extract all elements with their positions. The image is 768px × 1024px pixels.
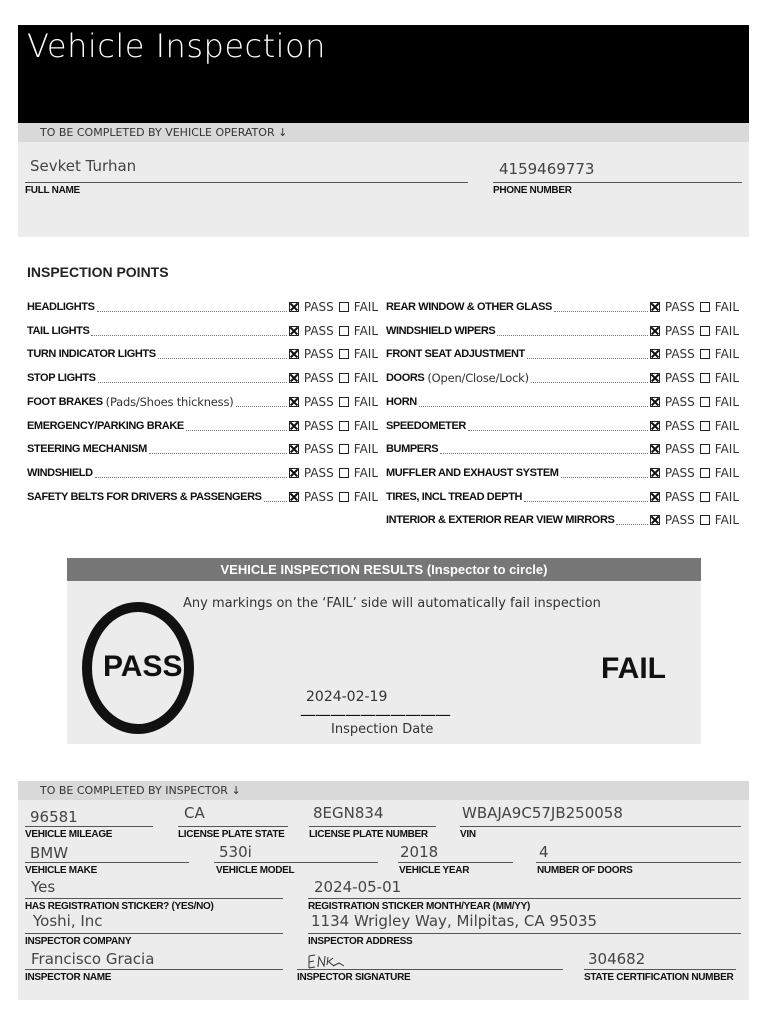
inspection-point-name: TAIL LIGHTS <box>27 325 90 337</box>
pass-fail-group <box>289 347 378 361</box>
inspection-point-row <box>386 464 739 482</box>
fail-checkbox[interactable] <box>339 421 349 431</box>
mileage-value[interactable]: 96581 <box>30 808 78 826</box>
pass-checkbox[interactable] <box>289 326 299 336</box>
inspection-points-title: INSPECTION POINTS <box>27 264 169 280</box>
leader-dots <box>419 406 648 407</box>
pass-label: PASS <box>303 442 334 456</box>
pass-checkbox[interactable] <box>650 468 660 478</box>
pass-fail-group <box>289 395 378 409</box>
inspection-date-label: Inspection Date <box>331 722 434 737</box>
fail-label: FAIL <box>353 300 378 314</box>
address-label: INSPECTOR ADDRESS <box>308 936 413 947</box>
vin-label: VIN <box>460 829 476 840</box>
fail-checkbox[interactable] <box>700 444 710 454</box>
leader-dots <box>149 453 287 454</box>
inspection-point-row <box>386 322 739 340</box>
result-fail[interactable]: FAIL <box>601 652 666 685</box>
fail-label: FAIL <box>714 395 739 409</box>
inspection-date-line: —————————— <box>300 705 450 724</box>
pass-label: PASS <box>303 324 334 338</box>
inspection-point-name: STEERING MECHANISM <box>27 443 147 455</box>
fail-checkbox[interactable] <box>700 468 710 478</box>
fail-label: FAIL <box>353 490 378 504</box>
pass-label: PASS <box>303 419 334 433</box>
inspection-point-row <box>386 298 739 316</box>
inspection-point-row <box>386 369 739 387</box>
signature-mark[interactable] <box>306 951 346 971</box>
doors-label: NUMBER OF DOORS <box>537 865 633 876</box>
fail-checkbox[interactable] <box>700 515 710 525</box>
model-line <box>214 862 378 863</box>
full-name-value[interactable]: Sevket Turhan <box>30 157 137 175</box>
leader-dots <box>616 524 647 525</box>
pass-fail-group <box>650 300 739 314</box>
inspection-point-row <box>27 345 378 363</box>
leader-dots <box>468 430 648 431</box>
pass-label: PASS <box>664 513 695 527</box>
inspection-point-note: (Open/Close/Lock) <box>427 371 529 385</box>
pass-label: PASS <box>664 466 695 480</box>
fail-label: FAIL <box>714 513 739 527</box>
fail-checkbox[interactable] <box>700 326 710 336</box>
pass-checkbox[interactable] <box>650 421 660 431</box>
fail-checkbox[interactable] <box>700 302 710 312</box>
plate-number-value[interactable]: 8EGN834 <box>313 804 384 822</box>
inspection-point-row <box>386 345 739 363</box>
inspection-point-row <box>27 488 378 506</box>
fail-checkbox[interactable] <box>700 492 710 502</box>
pass-fail-group <box>650 371 739 385</box>
inspection-point-note: (Pads/Shoes thickness) <box>105 395 234 409</box>
fail-label: FAIL <box>714 347 739 361</box>
leader-dots <box>91 335 286 336</box>
company-line <box>25 933 283 934</box>
pass-checkbox[interactable] <box>289 444 299 454</box>
inspection-point-row <box>27 322 378 340</box>
pass-label: PASS <box>664 442 695 456</box>
pass-fail-group <box>650 466 739 480</box>
fail-label: FAIL <box>714 442 739 456</box>
pass-fail-group <box>650 419 739 433</box>
phone-value[interactable]: 4159469773 <box>499 160 595 178</box>
leader-dots <box>264 501 287 502</box>
pass-checkbox[interactable] <box>289 492 299 502</box>
fail-label: FAIL <box>714 419 739 433</box>
fail-checkbox[interactable] <box>700 421 710 431</box>
fail-checkbox[interactable] <box>339 373 349 383</box>
year-line <box>398 862 513 863</box>
inspection-point-name: INTERIOR & EXTERIOR REAR VIEW MIRRORS <box>386 514 615 526</box>
leader-dots <box>186 430 287 431</box>
leader-dots <box>561 477 648 478</box>
fail-label: FAIL <box>714 466 739 480</box>
make-line <box>25 862 189 863</box>
pass-fail-group <box>650 513 739 527</box>
model-label: VEHICLE MODEL <box>216 865 295 876</box>
fail-checkbox[interactable] <box>700 349 710 359</box>
cert-number-value[interactable]: 304682 <box>588 950 646 968</box>
inspection-point-name: STOP LIGHTS <box>27 372 96 384</box>
pass-label: PASS <box>303 395 334 409</box>
fail-label: FAIL <box>353 419 378 433</box>
operator-section-band: TO BE COMPLETED BY VEHICLE OPERATOR ↓ <box>18 123 749 142</box>
pass-label: PASS <box>664 300 695 314</box>
plate-number-label: LICENSE PLATE NUMBER <box>309 829 428 840</box>
fail-label: FAIL <box>714 300 739 314</box>
inspection-point-row <box>27 298 378 316</box>
pass-checkbox[interactable] <box>650 515 660 525</box>
fail-label: FAIL <box>353 347 378 361</box>
pass-checkbox[interactable] <box>289 302 299 312</box>
form-header <box>18 25 749 123</box>
inspection-point-row <box>27 417 378 435</box>
fail-label: FAIL <box>353 395 378 409</box>
mileage-line <box>25 826 153 827</box>
pass-label: PASS <box>303 300 334 314</box>
doors-line <box>536 862 741 863</box>
pass-label: PASS <box>664 324 695 338</box>
pass-label: PASS <box>303 490 334 504</box>
pass-checkbox[interactable] <box>289 349 299 359</box>
phone-line <box>493 182 742 183</box>
fail-label: FAIL <box>714 490 739 504</box>
fail-checkbox[interactable] <box>339 492 349 502</box>
company-value[interactable]: Yoshi, Inc <box>33 912 103 930</box>
fail-checkbox[interactable] <box>339 444 349 454</box>
plate-state-line <box>178 826 288 827</box>
pass-checkbox[interactable] <box>650 349 660 359</box>
inspection-date-value[interactable]: 2024-02-19 <box>306 689 388 705</box>
pass-fail-group <box>289 466 378 480</box>
fail-label: FAIL <box>714 371 739 385</box>
leader-dots <box>497 335 648 336</box>
fail-checkbox[interactable] <box>700 397 710 407</box>
company-label: INSPECTOR COMPANY <box>25 936 132 947</box>
leader-dots <box>236 406 287 407</box>
pass-checkbox[interactable] <box>289 421 299 431</box>
result-pass[interactable]: PASS <box>103 650 183 683</box>
fail-label: FAIL <box>353 371 378 385</box>
inspector-name-value[interactable]: Francisco Gracia <box>31 950 155 968</box>
plate-state-label: LICENSE PLATE STATE <box>178 829 285 840</box>
inspection-point-name: SAFETY BELTS FOR DRIVERS & PASSENGERS <box>27 491 262 503</box>
fail-label: FAIL <box>714 324 739 338</box>
inspection-point-name: WINDSHIELD WIPERS <box>386 325 496 337</box>
make-value[interactable]: BMW <box>30 844 69 862</box>
pass-checkbox[interactable] <box>650 326 660 336</box>
cert-number-line <box>584 969 736 970</box>
pass-label: PASS <box>664 347 695 361</box>
plate-number-line <box>309 826 436 827</box>
inspection-point-name: HEADLIGHTS <box>27 301 95 313</box>
inspection-point-name: FRONT SEAT ADJUSTMENT <box>386 348 525 360</box>
cert-number-label: STATE CERTIFICATION NUMBER <box>584 972 734 983</box>
inspection-point-name: SPEEDOMETER <box>386 420 466 432</box>
inspection-point-name: TURN INDICATOR LIGHTS <box>27 348 156 360</box>
leader-dots <box>440 453 648 454</box>
pass-fail-group <box>289 419 378 433</box>
vin-value[interactable]: WBAJA9C57JB250058 <box>462 804 623 822</box>
leader-dots <box>158 358 287 359</box>
pass-label: PASS <box>664 490 695 504</box>
full-name-label: FULL NAME <box>25 185 80 196</box>
signature-line <box>297 969 563 970</box>
model-value[interactable]: 530i <box>219 843 252 861</box>
pass-checkbox[interactable] <box>650 397 660 407</box>
year-label: VEHICLE YEAR <box>399 865 470 876</box>
inspection-point-row <box>386 511 739 529</box>
inspection-point-row <box>27 369 378 387</box>
leader-dots <box>95 477 287 478</box>
results-header: VEHICLE INSPECTION RESULTS (Inspector to circle) <box>67 558 701 581</box>
inspection-point-row <box>386 417 739 435</box>
sticker-value[interactable]: Yes <box>31 878 56 896</box>
inspection-point-row <box>27 464 378 482</box>
pass-checkbox[interactable] <box>289 468 299 478</box>
pass-label: PASS <box>303 347 334 361</box>
fail-checkbox[interactable] <box>339 349 349 359</box>
inspection-point-name: EMERGENCY/PARKING BRAKE <box>27 420 184 432</box>
pass-fail-group <box>289 324 378 338</box>
pass-checkbox[interactable] <box>650 373 660 383</box>
address-line <box>308 933 741 934</box>
mileage-label: VEHICLE MILEAGE <box>25 829 113 840</box>
results-note: Any markings on the ‘FAIL’ side will automatically fail inspection <box>183 596 601 611</box>
inspector-section-band: TO BE COMPLETED BY INSPECTOR ↓ <box>18 781 749 800</box>
inspection-point-name: WINDSHIELD <box>27 467 93 479</box>
sticker-label: HAS REGISTRATION STICKER? (YES/NO) <box>25 901 214 912</box>
leader-dots <box>98 382 287 383</box>
leader-dots <box>524 501 648 502</box>
inspection-point-name: TIRES, INCL TREAD DEPTH <box>386 491 523 503</box>
fail-checkbox[interactable] <box>339 468 349 478</box>
pass-checkbox[interactable] <box>289 373 299 383</box>
inspection-point-row <box>386 488 739 506</box>
pass-label: PASS <box>303 371 334 385</box>
inspection-point-row <box>386 393 739 411</box>
pass-label: PASS <box>664 395 695 409</box>
inspection-point-name: DOORS <box>386 372 425 384</box>
signature-label: INSPECTOR SIGNATURE <box>297 972 411 983</box>
doors-value[interactable]: 4 <box>539 843 549 861</box>
pass-checkbox[interactable] <box>650 302 660 312</box>
address-value[interactable]: 1134 Wrigley Way, Milpitas, CA 95035 <box>311 912 598 930</box>
pass-fail-group <box>650 395 739 409</box>
pass-fail-group <box>289 490 378 504</box>
sticker-line <box>25 898 283 899</box>
fail-label: FAIL <box>353 442 378 456</box>
inspection-point-row <box>386 440 739 458</box>
fail-label: FAIL <box>353 466 378 480</box>
pass-label: PASS <box>664 371 695 385</box>
leader-dots <box>531 382 648 383</box>
fail-checkbox[interactable] <box>339 302 349 312</box>
pass-fail-group <box>650 324 739 338</box>
inspector-name-label: INSPECTOR NAME <box>25 972 112 983</box>
pass-checkbox[interactable] <box>650 444 660 454</box>
year-value[interactable]: 2018 <box>400 843 439 861</box>
fail-checkbox[interactable] <box>700 373 710 383</box>
sticker-date-label: REGISTRATION STICKER MONTH/YEAR (MM/YY) <box>308 901 531 912</box>
phone-label: PHONE NUMBER <box>493 185 572 196</box>
leader-dots <box>97 311 287 312</box>
pass-fail-group <box>289 300 378 314</box>
leader-dots <box>527 358 648 359</box>
inspection-point-name: MUFFLER AND EXHAUST SYSTEM <box>386 467 559 479</box>
pass-label: PASS <box>664 419 695 433</box>
pass-fail-group <box>650 442 739 456</box>
sticker-date-line <box>308 898 741 899</box>
full-name-line <box>25 182 468 183</box>
leader-dots <box>554 311 648 312</box>
inspection-point-name: FOOT BRAKES <box>27 396 103 408</box>
pass-fail-group <box>289 442 378 456</box>
make-label: VEHICLE MAKE <box>25 865 97 876</box>
plate-state-value[interactable]: CA <box>184 804 205 822</box>
fail-label: FAIL <box>353 324 378 338</box>
inspector-name-line <box>25 969 283 970</box>
fail-checkbox[interactable] <box>339 397 349 407</box>
pass-checkbox[interactable] <box>650 492 660 502</box>
pass-fail-group <box>650 347 739 361</box>
inspection-point-name: BUMPERS <box>386 443 439 455</box>
form-title: Vehicle Inspection <box>27 27 326 65</box>
pass-checkbox[interactable] <box>289 397 299 407</box>
inspection-point-name: REAR WINDOW & OTHER GLASS <box>386 301 552 313</box>
inspection-point-row <box>27 393 378 411</box>
sticker-date-value[interactable]: 2024-05-01 <box>314 878 402 896</box>
inspection-point-name: HORN <box>386 396 417 408</box>
pass-fail-group <box>289 371 378 385</box>
vin-line <box>460 826 741 827</box>
pass-fail-group <box>650 490 739 504</box>
fail-checkbox[interactable] <box>339 326 349 336</box>
pass-label: PASS <box>303 466 334 480</box>
inspection-point-row <box>27 440 378 458</box>
